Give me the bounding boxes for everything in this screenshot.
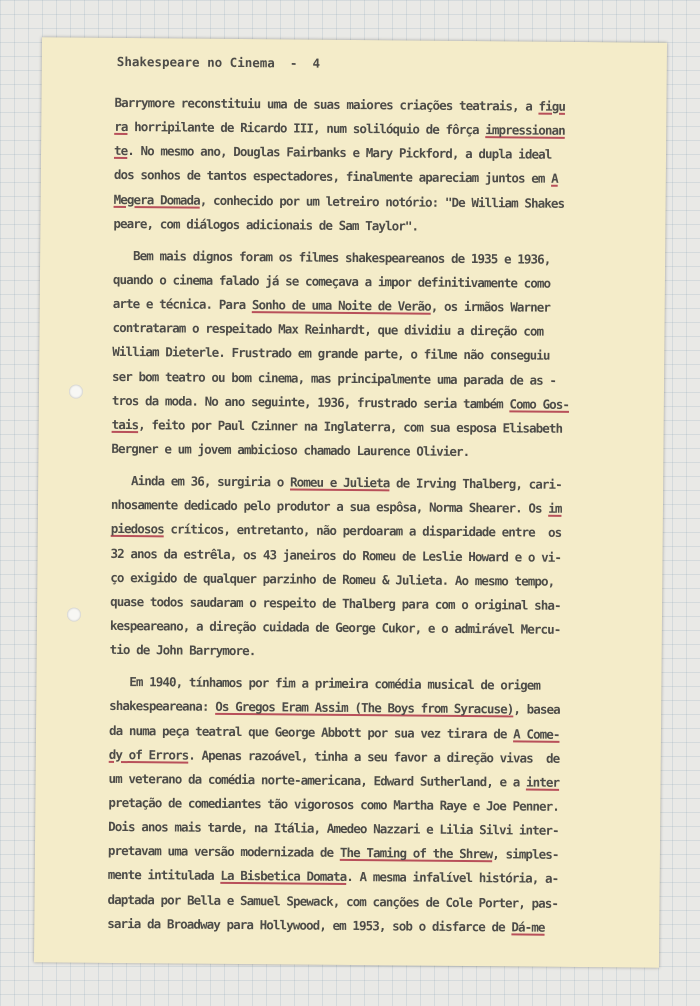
text-segment: William Dieterle. Frustrado em grande parte, o filme não conseguiu [112, 344, 550, 364]
text-segment: kespeareano, a direção cuidada de George Cukor, e o admirável Mercu- [109, 617, 561, 637]
underlined-title: ra [114, 119, 128, 135]
text-segment: shakespeareana: [109, 698, 216, 715]
text-segment: Ainda em 36, surgiria o [111, 473, 291, 490]
text-segment: pretavam uma versão modernizada de [107, 843, 340, 861]
punch-hole [69, 385, 83, 399]
underlined-title: A [551, 171, 558, 187]
underlined-title: Dá-me [511, 919, 545, 935]
underlined-title: impressionan [485, 122, 565, 138]
text-segment: tio de John Barrymore. [109, 641, 256, 659]
underlined-title: im [548, 500, 562, 517]
text-segment: nhosamente dedicado pelo produtor a sua espôsa, Norma Shearer. Os [110, 497, 549, 516]
text-segment: daptada por Bella e Samuel Spewack, com canções de Cole Porter, pas- [107, 891, 559, 911]
text-segment: , feito por Paul Czinner na Inglaterra, com sua esposa Elisabeth [138, 416, 563, 436]
text-segment: dos sonhos de tantos espectadores, finalmente apareciam juntos em [113, 167, 552, 187]
page-header: Shakespeare no Cinema - 4 [116, 53, 321, 71]
underlined-title: inter [525, 774, 560, 790]
text-segment: tros da moda. No ano seguinte, 1936, frustrado seria também [111, 392, 510, 412]
text-segment: críticos, entretanto, não perdoaram a disparidade entre os [163, 521, 562, 541]
text-segment: peare, com diálogos adicionais de Sam Taylor". [113, 215, 419, 234]
text-segment: Bem mais dignos foram os filmes shakespeareanos de 1935 e 1936, [113, 247, 551, 267]
text-line [110, 638, 660, 667]
text-segment: . A mesma infalível história, a- [346, 869, 559, 887]
text-segment: . Apenas razoável, tinha a seu favor a direção vivas de [188, 747, 560, 766]
underlined-title: dy of Errors [108, 746, 189, 763]
underlined-title: piedosos [110, 521, 164, 537]
text-segment: , os irmãos Warner [430, 298, 551, 315]
text-line [111, 437, 661, 466]
text-segment: Bergner e um jovem ambicioso chamado Laurence Olivier. [111, 440, 470, 460]
underlined-title: te [113, 143, 128, 159]
text-segment: . No mesmo ano, Douglas Fairbanks e Mary Pickford, a dupla ideal [127, 143, 552, 163]
text-segment: pretação de comediantes tão vigorosos como Martha Raye e Joe Penner. [108, 794, 559, 814]
text-segment: Barrymore reconstituiu uma de suas maiores criações teatrais, a [114, 94, 539, 114]
text-segment: horripilante de Ricardo III, num solilóquio de fôrça [127, 119, 486, 138]
typewritten-page [34, 37, 667, 967]
underlined-title: Sonho de uma Noite de Verão [251, 297, 431, 314]
underlined-title: tais [111, 416, 139, 432]
text-segment: saria da Broadway para Hollywood, em 1953, sob o disfarce de [107, 915, 512, 935]
paragraph [111, 244, 663, 466]
underlined-title: Como Gos- [509, 396, 570, 412]
text-segment: Em 1940, tínhamos por fim a primeira comédia musical de origem [109, 674, 541, 693]
text-segment: quase todos saudaram o respeito de Thalberg para com o original sha- [110, 593, 561, 613]
text-segment: contrataram o respeitado Max Reinhardt, que dividiu a direção com [112, 320, 544, 339]
punch-hole [67, 608, 81, 622]
text-segment: arte e técnica. Para [112, 296, 252, 313]
text-segment: Dois anos mais tarde, na Itália, Amedeo Nazzari e Lilia Silvi inter- [108, 818, 559, 838]
underlined-title: The Taming of the Shrew [339, 845, 493, 862]
underlined-title: figu [538, 98, 566, 114]
text-segment: um veterano da comédia norte-americana, Edward Sutherland, e a [108, 770, 527, 790]
text-segment: 32 anos da estrêla, os 43 janeiros do Romeu de Leslie Howard e o vi- [110, 545, 562, 565]
text-line [113, 212, 663, 241]
text-segment: , conhecido por um letreiro notório: "De William Shakes [199, 192, 565, 211]
paragraph [107, 670, 659, 940]
underlined-title: Romeu e Julieta [290, 474, 390, 491]
text-segment: quando o cinema falado já se começava a impor definitivamente como [112, 271, 551, 291]
text-segment: mente intitulada [107, 867, 221, 884]
text-segment: , simples- [492, 846, 559, 863]
text-line [107, 912, 657, 941]
text-segment: da numa peça teatral que George Abbott por sua vez tirara de [108, 722, 514, 741]
underlined-title: Os Gregos Eram Assim (The Boys from Syracuse) [215, 699, 514, 717]
underlined-title: La Bisbetica Domata [220, 868, 347, 885]
text-segment: ser bom teatro ou bom cinema, mas principalmente uma parada de as - [112, 368, 557, 388]
underlined-title: A Come- [513, 725, 560, 742]
text-segment: , basea [513, 701, 560, 718]
paragraph [113, 91, 664, 241]
underlined-title: Megera Domada [113, 191, 200, 208]
text-segment: ço exigido de qualquer parzinho de Romeu & Julieta. Ao mesmo tempo, [110, 569, 555, 589]
document-body [107, 91, 664, 941]
text-segment: de Irving Thalberg, cari- [389, 475, 562, 492]
paragraph [110, 469, 662, 667]
